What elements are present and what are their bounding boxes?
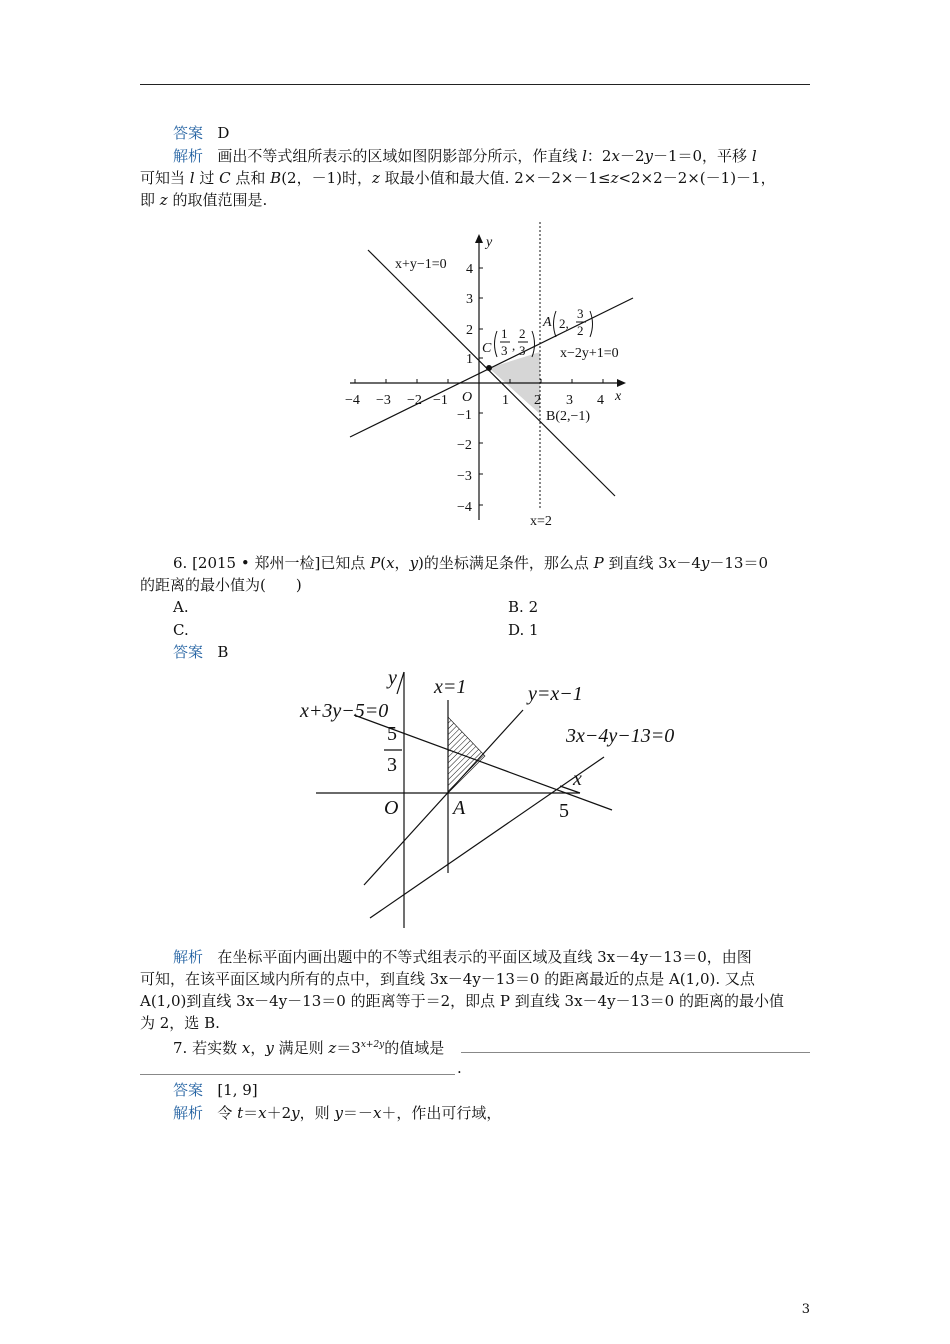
var: y (409, 554, 419, 572)
x-tick: −3 (376, 393, 391, 408)
blank-period: . (457, 1059, 462, 1077)
q5-analysis-line1 (140, 145, 843, 167)
text: 7. 若实数 (173, 1039, 242, 1057)
y-tick: 3 (466, 292, 473, 307)
text: ：2 (586, 147, 612, 165)
var: x (386, 554, 395, 572)
var: P (593, 554, 604, 572)
y-tick: −2 (457, 438, 472, 453)
frac-denominator: 3 (387, 754, 397, 776)
text: 即 (140, 191, 160, 209)
option-text: 2 (528, 598, 539, 616)
text: 令 (217, 1104, 238, 1122)
option-letter: B. (508, 598, 524, 616)
origin-label: O (462, 390, 473, 405)
var: t (237, 1104, 244, 1122)
q6-answer-line (140, 641, 843, 663)
svg-text:2,: 2, (559, 316, 569, 331)
label-vline: x=2 (530, 514, 552, 529)
point-c (486, 365, 492, 371)
answer-value: B (217, 643, 229, 661)
option-b[interactable] (508, 596, 538, 618)
var: y (644, 147, 653, 165)
y-tick: 4 (466, 262, 473, 277)
y-tick: 1 (466, 352, 473, 367)
frac-numerator: 5 (387, 723, 397, 745)
text: －13＝0 (709, 554, 768, 572)
answer-value: D (217, 124, 230, 142)
option-d[interactable] (508, 619, 539, 641)
text: ( (380, 554, 387, 572)
var: x (241, 1039, 251, 1057)
answer-label: 答案 (173, 124, 204, 142)
answer-value: [1, 9] (217, 1081, 258, 1099)
analysis-label: 解析 (173, 147, 204, 165)
x-tick: 3 (566, 393, 573, 408)
text: (2，－1)时， (281, 169, 372, 187)
var: P (370, 554, 381, 572)
text: ，则 (299, 1104, 335, 1122)
text: ＝ (243, 1104, 259, 1122)
text: 的值域是 (384, 1039, 445, 1057)
var: y (334, 1104, 343, 1122)
x-five-label: 5 (559, 800, 569, 822)
text: 过 (194, 169, 220, 187)
text: ＝3 (336, 1039, 361, 1057)
svg-text:2: 2 (577, 323, 584, 338)
option-letter: A. (173, 598, 189, 616)
svg-text:2: 2 (519, 326, 526, 341)
y-tick: −4 (457, 500, 472, 515)
figure-1-graph (340, 218, 640, 530)
q5-analysis-line2 (140, 167, 810, 189)
svg-text:3: 3 (501, 343, 508, 358)
option-c[interactable] (173, 619, 189, 641)
page-number: 3 (801, 1302, 810, 1317)
var: z (159, 191, 168, 209)
text: 点和 (230, 169, 271, 187)
y-axis-label: y (486, 235, 493, 250)
text: )的坐标满足条件，那么点 (418, 554, 594, 572)
svg-text:3: 3 (519, 343, 526, 358)
label-point-c: C (482, 341, 492, 356)
header-rule (140, 84, 810, 85)
var: z (372, 169, 380, 187)
y-axis-label: y (388, 667, 397, 689)
var: x (372, 1104, 382, 1122)
label-line2: 3x−4y−13=0 (566, 725, 675, 747)
q6-analysis-line4: 为 2，选 B. (140, 1014, 220, 1032)
option-letter: D. (508, 621, 525, 639)
y-axis-arrow (475, 234, 483, 243)
option-text: 1 (529, 621, 539, 639)
label-line2: x−2y+1=0 (560, 346, 619, 361)
x-tick: −2 (407, 393, 422, 408)
var: l (189, 169, 195, 187)
q7-answer-line (140, 1079, 843, 1101)
answer-blank-2[interactable] (140, 1074, 455, 1075)
line-3x-minus-4y-minus-13 (370, 757, 604, 918)
point-a-coordinate (554, 306, 593, 338)
q6-analysis-line3: A(1,0)到直线 3x－4y－13＝0 的距离等于＝2，即点 P 到直线 3x－4y－13＝0 的距离的最小值 (140, 992, 784, 1010)
text: ， (250, 1039, 266, 1057)
q6-analysis-line2: 可知，在该平面区域内所有的点中，到直线 3x－4y－13＝0 的距离最近的点是 A(1,0). 又点 (140, 970, 755, 988)
x-axis-label: x (615, 389, 622, 404)
x-axis-label: x (573, 768, 582, 790)
q7-analysis-line (140, 1102, 843, 1124)
var: z (610, 169, 619, 187)
point-a-label: A (453, 797, 466, 819)
label-x1: x=1 (434, 676, 467, 698)
text: 6. [2015 • 郑州一检]已知点 (173, 554, 371, 572)
x-tick: 4 (597, 393, 604, 408)
label-line1: x+3y−5=0 (300, 700, 389, 722)
x-tick: −4 (345, 393, 360, 408)
var: y (291, 1104, 300, 1122)
text: 取最小值和最大值. 2×－2×－1≤ (379, 169, 611, 187)
var: C (219, 169, 231, 187)
line-x-plus-y-minus-1 (368, 250, 615, 496)
svg-text:3: 3 (577, 306, 584, 321)
y-axis-arrow (397, 672, 404, 694)
q7-stem (140, 1034, 843, 1059)
option-letter: C. (173, 621, 189, 639)
text: ＋，作出可行域， (381, 1104, 502, 1122)
y-tick: −1 (457, 408, 472, 423)
text: －1＝0，平移 (652, 147, 752, 165)
svg-text:,: , (512, 338, 516, 353)
var: B (270, 169, 282, 187)
answer-blank-1[interactable] (461, 1052, 810, 1053)
var: x (611, 147, 620, 165)
q6-stem-line1 (140, 552, 843, 574)
answer-label: 答案 (173, 1081, 204, 1099)
q6-stem-line2: 的距离的最小值为( ) (140, 576, 302, 594)
option-a[interactable] (173, 596, 189, 618)
text: 画出不等式组所表示的区域如图阴影部分所示，作直线 (217, 147, 583, 165)
text: ＋2 (266, 1104, 292, 1122)
svg-text:1: 1 (501, 326, 508, 341)
x-tick: −1 (433, 393, 448, 408)
var: x (667, 554, 677, 572)
text: －4 (676, 554, 701, 572)
q6-analysis-line1 (140, 946, 843, 968)
text: ， (394, 554, 410, 572)
q5-answer-line (140, 122, 843, 144)
feasible-region (448, 717, 485, 793)
var: z (328, 1039, 337, 1057)
x-tick: 1 (502, 393, 509, 408)
answer-label: 答案 (173, 643, 204, 661)
text: ＝－ (342, 1104, 373, 1122)
var: y (700, 554, 710, 572)
q5-analysis-line3 (140, 189, 810, 211)
label-point-b: B(2,−1) (546, 409, 591, 424)
y-tick: −3 (457, 469, 472, 484)
text: 的取值范围是. (167, 191, 268, 209)
text: 可知当 (140, 169, 190, 187)
var: x (258, 1104, 267, 1122)
label-point-a: A (543, 315, 552, 330)
var: y (265, 1039, 274, 1057)
text: 在坐标平面内画出题中的不等式组表示的平面区域及直线 3x－4y－13＝0，由图 (217, 948, 752, 966)
text: 到直线 3 (603, 554, 668, 572)
label-yx1: y=x−1 (528, 683, 583, 705)
figure-2-graph (290, 662, 690, 934)
x-tick: 2 (534, 393, 541, 408)
y-tick: 2 (466, 323, 473, 338)
label-line1: x+y−1=0 (395, 257, 447, 272)
point-c-coordinate (495, 326, 535, 358)
text: －2 (619, 147, 645, 165)
text: <2×2－2×(－1)－1， (618, 169, 776, 187)
analysis-label: 解析 (173, 1104, 204, 1122)
text: 满足则 (273, 1039, 329, 1057)
analysis-label: 解析 (173, 948, 204, 966)
x-axis-arrow (617, 379, 626, 387)
var: l (751, 147, 757, 165)
exponent: x+2y (360, 1040, 385, 1050)
origin-label: O (384, 797, 399, 819)
var: l (582, 147, 587, 165)
